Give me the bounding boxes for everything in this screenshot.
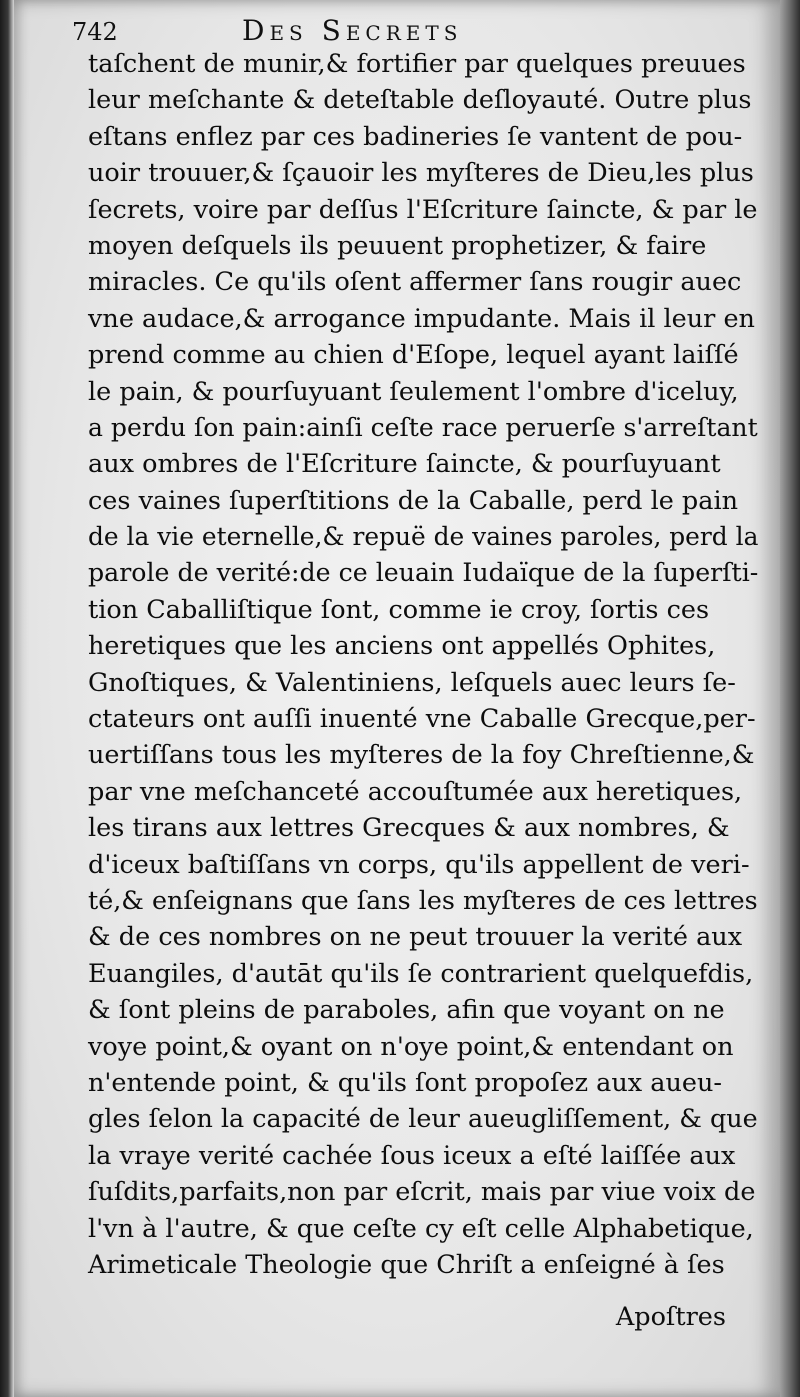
text-line: de la vie eternelle,& repuë de vaines paroles, perd la [88, 522, 759, 553]
text-line: ſuſdits,parfaits,non par eſcrit, mais par viue voix de [88, 1177, 756, 1208]
text-line: ces vaines ſuperſtitions de la Caballe, perd le pain [88, 485, 739, 516]
text-line: uertiſſans tous les myſteres de la foy Chreſtienne,& [88, 740, 755, 771]
text-line: tion Caballiſtique ſont, comme ie croy, ſortis ces [88, 594, 710, 625]
text-line: uoir trouuer,& ſçauoir les myſteres de Dieu,les plus [88, 158, 754, 189]
text-line: vne audace,& arrogance impudante. Mais il leur en [88, 303, 755, 334]
catchword: Apoſtres [615, 1302, 726, 1332]
text-line: par vne meſchanceté accouſtumée aux heretiques, [88, 776, 743, 807]
text-line: voye point,& oyant on n'oye point,& entendant on [88, 1031, 734, 1062]
text-line: leur meſchante & deteſtable deſloyauté. Outre plus [88, 85, 752, 116]
running-head-title: Des Secrets [242, 14, 463, 47]
text-line: d'iceux baſtiſſans vn corps, qu'ils appellent de veri- [88, 849, 750, 880]
text-line: a perdu ſon pain:ainſi ceſte race peruerſe s'arreſtant [88, 412, 758, 443]
text-line: aux ombres de l'Eſcriture ſaincte, & pourſuyuant [88, 449, 721, 480]
text-line: ctateurs ont auſſi inuenté vne Caballe Grecque,per- [88, 704, 756, 735]
book-page [14, 0, 780, 1397]
text-line: prend comme au chien d'Eſope, lequel ayant laiſſé [88, 340, 739, 371]
text-line: gles ſelon la capacité de leur aueugliſſement, & que [88, 1104, 758, 1135]
text-line: miracles. Ce qu'ils oſent affermer ſans rougir auec [88, 267, 742, 298]
text-line: ſecrets, voire par deſſus l'Eſcriture ſaincte, & par le [88, 194, 758, 225]
text-line: Gnoſtiques, & Valentiniens, leſquels auec leurs ſe- [88, 667, 736, 698]
text-line: Arimeticale Theologie que Chriſt a enſeigné à ſes [88, 1249, 725, 1280]
text-line: heretiques que les anciens ont appellés Ophites, [88, 631, 716, 662]
text-line: n'entende point, & qu'ils ſont propoſez aux aueu- [88, 1067, 723, 1098]
text-line: & ſont pleins de paraboles, afin que voyant on ne [88, 995, 725, 1026]
text-line: parole de verité:de ce leuain Iudaïque de la ſuperſti- [88, 558, 759, 589]
text-line: eſtans enflez par ces badineries ſe vantent de pou- [88, 121, 743, 152]
running-head [72, 14, 732, 50]
body-text [88, 46, 758, 1283]
page-number: 742 [72, 18, 118, 46]
text-line: la vraye verité cachée ſous iceux a eſté laiſſée aux [88, 1140, 736, 1171]
text-line: les tirans aux lettres Grecques & aux nombres, & [88, 813, 730, 844]
text-line: l'vn à l'autre, & que ceſte cy eſt celle Alphabetique, [88, 1213, 754, 1244]
text-line: taſchent de munir,& fortifier par quelques preuues [88, 49, 746, 79]
text-line: le pain, & pourſuyuant ſeulement l'ombre d'iceluy, [88, 376, 739, 407]
text-line: moyen deſquels ils peuuent prophetizer, & faire [88, 230, 707, 261]
text-line: Euangiles, d'autāt qu'ils ſe contrarient quelquefdis, [88, 958, 754, 989]
text-line: té,& enſeignans que ſans les myſteres de ces lettres [88, 885, 758, 916]
text-line: & de ces nombres on ne peut trouuer la verité aux [88, 922, 743, 953]
